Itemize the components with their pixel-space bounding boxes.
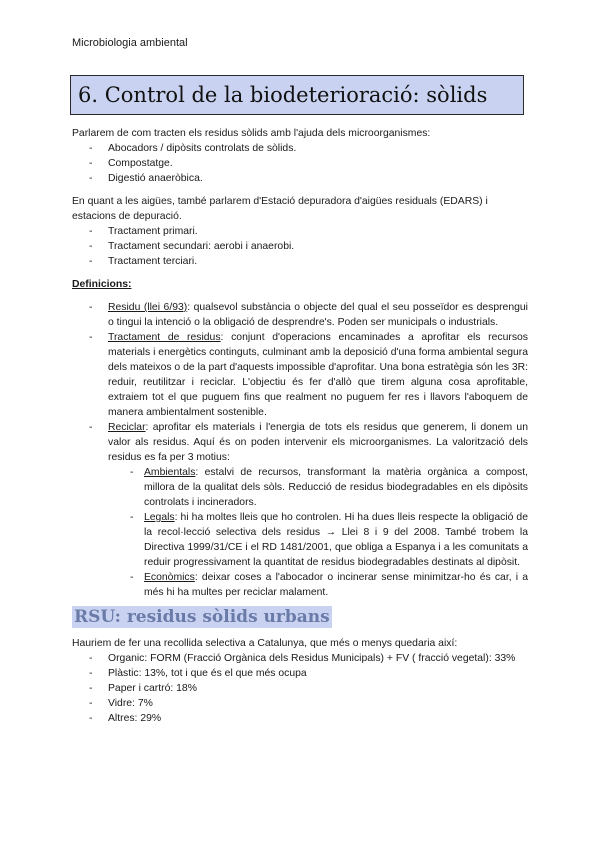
list-item: - Altres: 29% (72, 711, 528, 726)
motiu-text: : hi ha moltes lleis que ho controlen. Hi ha dues lleis respecte la obligació de la recol·lecció selectiva dels residus → Llei 8 i 9 del 2008. També trobem la Directiva 1999/31/CE i el RD 1481/2001, que obliga a Espanya i a les comunitats a reduir progressivament la quantitat de residus biodegradables destinats al dipòsit. (144, 512, 528, 568)
list-item: - Tractament terciari. (72, 254, 528, 269)
definition-text: : conjunt d'operacions encaminades a aprofitar els recursos materials i energètics continguts, culminant amb la deposició d'una forma ambiental segura dels mateixos o de la part d'aquests impossible d'aprofitar. Una bona estratègia són les 3R: reduir, reutilitzar i reciclar. L'objectiu és fer d'allò que tirem alguna cosa aprofitable, extraiem tot el que puguem fins que realment no puguem fer res i llavors l'aboquem de manera ambientalment sostenible. (108, 332, 528, 418)
definition-text: : qualsevol substància o objecte del qual el seu posseïdor es desprengui o tingui la intenció o la obligació de desprendre's. Poden ser municipals o industrials. (108, 302, 528, 328)
list-item: - Digestió anaeròbica. (72, 171, 528, 186)
list-item: - Paper i cartró: 18% (72, 681, 528, 696)
definitions-list (72, 300, 528, 600)
motiu-text: : deixar coses a l'abocador o incinerar sense minimitzar-ho és car, i a més hi ha multes per reciclar malament. (144, 572, 528, 598)
page-header: Microbiologia ambiental (72, 37, 188, 49)
definitions-heading: Definicions: (72, 279, 132, 290)
motiu-term: Econòmics (144, 572, 195, 583)
motiu-term: Ambientals (144, 467, 196, 478)
definition-text: : aprofitar els materials i l'energia de tots els residus que generem, li donem un valor als residus. Aquí és on poden intervenir els microorganismes. La valorització dels residus es fa per 3 motius: (108, 422, 528, 463)
definition-term: Residu (llei 6/93) (108, 302, 188, 313)
motius-list (126, 465, 528, 600)
list-item: - Compostatge. (72, 156, 528, 171)
rsu-heading: RSU: residus sòlids urbans (74, 607, 330, 627)
motiu-text: : estalvi de recursos, transformant la matèria orgànica a compost, millora de la qualitat dels sòls. Reducció de residus biodegradables en els dipòsits controlats i incineradors. (144, 467, 528, 508)
definition-term: Reciclar (108, 422, 146, 433)
definition-reciclar (72, 420, 528, 600)
waters-paragraph: En quant a les aigües, també parlarem d'Estació depuradora d'aigües residuals (EDARS) i estacions de depuració. (72, 196, 488, 222)
document-body (72, 126, 528, 726)
definition-tractament (72, 330, 528, 420)
definition-residu (72, 300, 528, 330)
section-title: 6. Control de la biodeterioració: sòlids (70, 75, 524, 115)
list-item: - Tractament secundari: aerobi i anaerobi. (72, 239, 528, 254)
motiu-term: Legals (144, 512, 175, 523)
list-item: - Plàstic: 13%, tot i que és el que més ocupa (72, 666, 528, 681)
intro-list (72, 141, 528, 186)
rsu-list (72, 651, 528, 726)
motiu-item (126, 570, 528, 600)
list-item: - Vidre: 7% (72, 696, 528, 711)
rsu-paragraph: Hauriem de fer una recollida selectiva a Catalunya, que més o menys quedaria així: (72, 638, 458, 649)
list-item: - Organic: FORM (Fracció Orgànica dels Residus Municipals) + FV ( fracció vegetal): 33% (72, 651, 528, 666)
motiu-item (126, 510, 528, 570)
list-item: - Abocadors / dipòsits controlats de sòlids. (72, 141, 528, 156)
motiu-item (126, 465, 528, 510)
waters-list (72, 224, 528, 269)
list-item: - Tractament primari. (72, 224, 528, 239)
definition-term: Tractament de residus (108, 332, 221, 343)
intro-paragraph: Parlarem de com tracten els residus sòlids amb l'ajuda dels microorganismes: (72, 128, 431, 139)
